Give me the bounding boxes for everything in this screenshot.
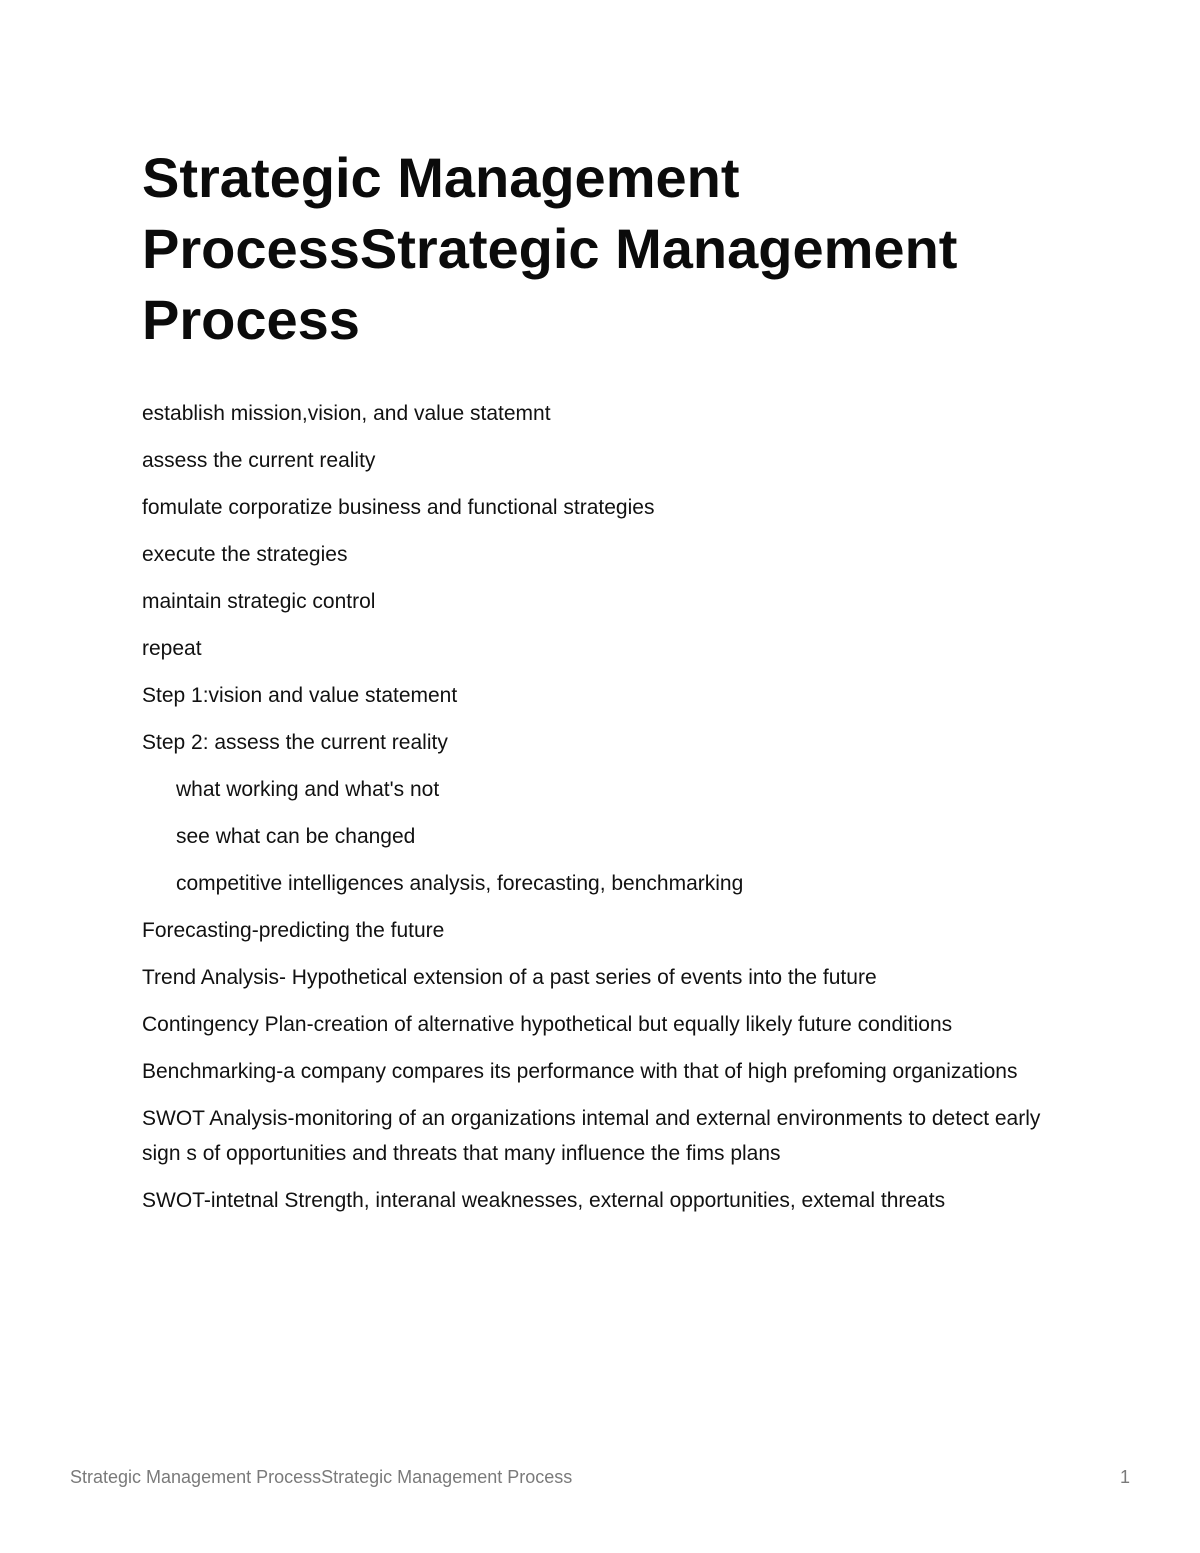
body-line: establish mission,vision, and value statemnt (142, 402, 551, 425)
body-line: Forecasting-predicting the future (142, 919, 445, 942)
body-line: repeat (142, 637, 202, 660)
footer-title: Strategic Management ProcessStrategic Management Process (70, 1467, 573, 1487)
body-line: Contingency Plan-creation of alternative hypothetical but equally likely future conditions (142, 1013, 953, 1036)
body-line-indented: what working and what's not (176, 778, 440, 801)
body-line: Step 1:vision and value statement (142, 684, 458, 707)
body-line: fomulate corporatize business and functional strategies (142, 496, 655, 519)
body-line-indented: see what can be changed (176, 825, 416, 848)
body-line: Benchmarking-a company compares its performance with that of high prefoming organizations (142, 1060, 1018, 1083)
body-line: assess the current reality (142, 449, 376, 472)
body-line: execute the strategies (142, 543, 348, 566)
body-line: Trend Analysis- Hypothetical extension of a past series of events into the future (142, 966, 877, 989)
body-line: SWOT-intetnal Strength, interanal weaknesses, external opportunities, extemal threats (142, 1189, 946, 1212)
document-title: Strategic Management ProcessStrategic Management Process (142, 146, 958, 351)
body-line: Step 2: assess the current reality (142, 731, 448, 754)
body-line-indented: competitive intelligences analysis, forecasting, benchmarking (176, 872, 744, 895)
body-line: maintain strategic control (142, 590, 376, 613)
page-number: 1 (1119, 1467, 1130, 1487)
document-body (142, 396, 1062, 1230)
body-line: SWOT Analysis-monitoring of an organizations intemal and external environments to detect early sign s of opportunities and threats that many influence the fims plans (142, 1107, 1041, 1165)
